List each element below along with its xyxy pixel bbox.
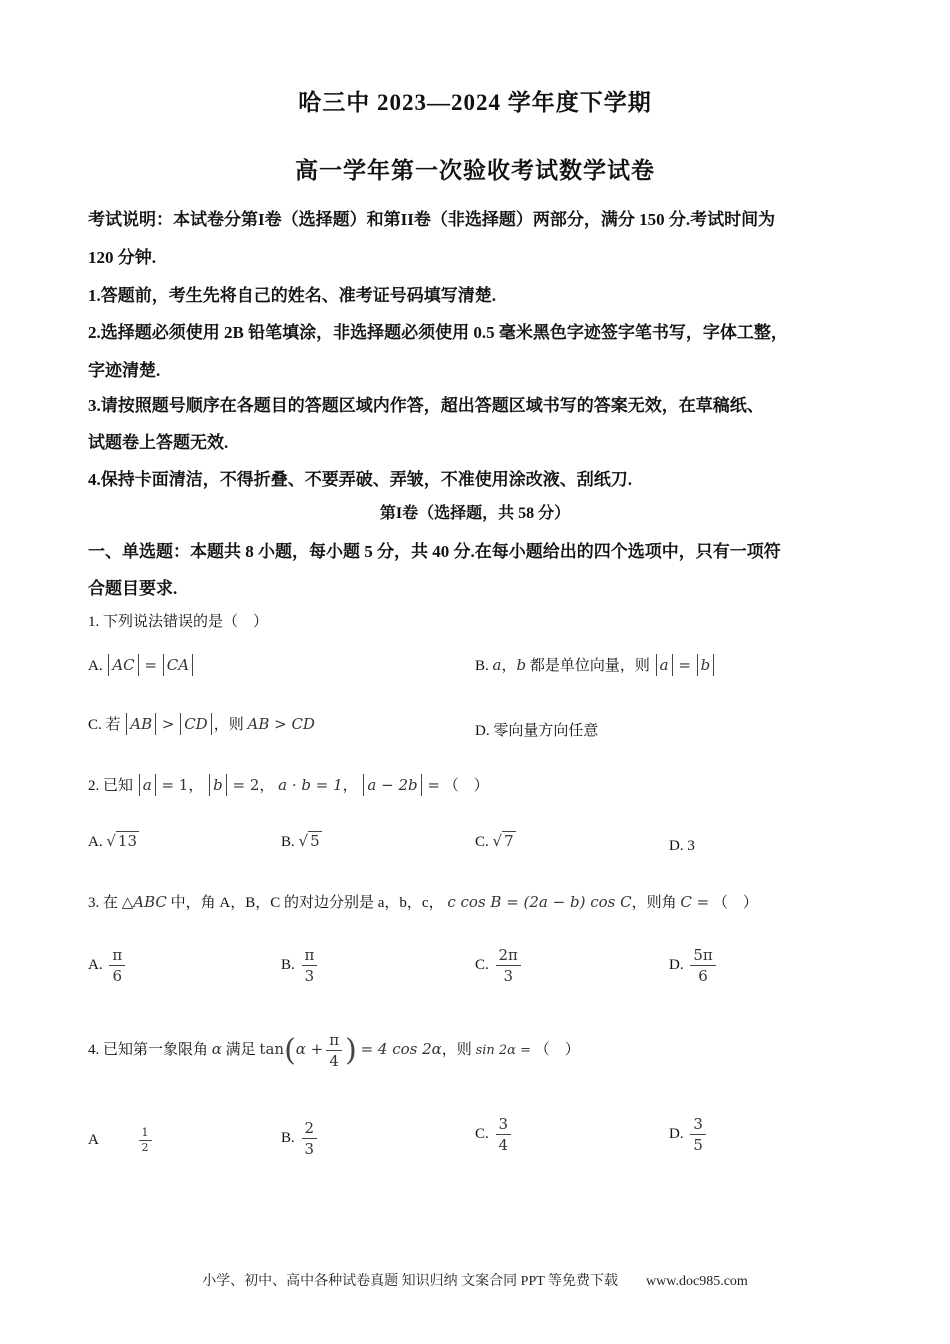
instruction-item-2a: 2.选择题必须使用 2B 铅笔填涂，非选择题必须使用 0.5 毫米黑色字迹签字笔书写，字体工整， [88, 323, 788, 342]
instruction-item-3b: 试题卷上答题无效. [88, 433, 229, 452]
q2-option-c [475, 832, 516, 851]
page-footer: 小学、初中、高中各种试卷真题 知识归纳 文案合同 PPT 等免费下载 www.doc985.com [202, 1274, 748, 1289]
q4-d-num: 3 [690, 1114, 706, 1135]
q3-tail: ，则角 [631, 895, 677, 911]
q1-stem: 1. 下列说法错误的是（ ） [88, 614, 269, 630]
q2-blank: （ ） [443, 778, 489, 794]
q3-option-d [669, 945, 719, 986]
q2-b-sqrt: √ 5 [298, 832, 320, 850]
q1-a-left-abs: AC [108, 654, 138, 676]
q3-c-num: 2π [496, 945, 521, 966]
q2-a-val: = 1 [161, 776, 189, 794]
q1-b-vec-b: b [516, 656, 527, 674]
q1-b-abs-b: b [697, 654, 715, 676]
q3-b-label: B. [281, 956, 295, 973]
q1-b-label: B. [475, 658, 489, 674]
q4-a-den: 2 [141, 1141, 149, 1154]
instruction-item-1: 1.答题前，考生先将自己的姓名、准考证号码填写清楚. [88, 286, 496, 305]
q2-a-radicand: 13 [117, 832, 137, 850]
q2-b-label: B. [281, 834, 295, 850]
q3-b-fraction [302, 945, 318, 986]
q3-d-label: D. [669, 956, 684, 973]
q3-equation: c cos B = (2a − b) cos C [447, 893, 632, 911]
q4-rparen: ) [345, 1033, 357, 1068]
q2-abs-b: b [209, 774, 227, 796]
instruction-item-2b: 字迹清楚. [88, 361, 161, 380]
q1-a-label: A. [88, 658, 103, 674]
instructions-line2: 120 分钟. [88, 248, 156, 267]
q2-comma3: ， [342, 778, 358, 794]
q4-a-fraction [139, 1126, 152, 1155]
q4-d-fraction [690, 1114, 706, 1155]
q1-b-eq: = [678, 656, 691, 674]
q4-b-num: 2 [302, 1118, 318, 1139]
q2-eq: = [427, 776, 440, 794]
q4-a-label: A [88, 1131, 99, 1148]
section-heading-b: 合题目要求. [88, 579, 178, 598]
q3-option-c [475, 945, 524, 986]
q2-abs-expr: a − 2b [363, 774, 421, 796]
q4-c-den: 4 [498, 1136, 509, 1154]
q1-c-conclusion: AB > CD [247, 715, 315, 733]
q4-b-den: 3 [304, 1140, 315, 1158]
q2-b-radicand: 5 [310, 832, 320, 850]
q4-pi-over-4 [326, 1030, 342, 1071]
q4-d-den: 5 [693, 1136, 703, 1154]
instruction-item-3a: 3.请按照题号顺序在各题目的答题区域内作答，超出答题区域书写的答案无效，在草稿纸、 [88, 396, 764, 415]
q1-c-gt: > [161, 715, 175, 733]
q2-prefix: 2. 已知 [88, 778, 134, 794]
q3-c-fraction [496, 945, 521, 986]
q3-blank: （ ） [712, 895, 758, 911]
q4-inner-alpha: α + [295, 1039, 324, 1058]
q2-a-label: A. [88, 834, 103, 850]
q4-four: 4 [329, 1052, 339, 1070]
q4-alpha: α [211, 1039, 222, 1058]
q3-b-num: π [302, 945, 318, 966]
q2-c-label: C. [475, 834, 489, 850]
q4-option-d [669, 1114, 709, 1155]
q2-c-radicand: 7 [504, 832, 514, 850]
q4-tan: tan [259, 1039, 285, 1058]
q4-sin: sin 2α = [475, 1042, 531, 1058]
q1-option-b [475, 654, 716, 676]
exam-title-line2: 高一学年第一次验收考试数学试卷 [295, 158, 655, 183]
q4-option-a [88, 1126, 155, 1155]
q2-comma2: ， [259, 778, 275, 794]
q4-option-c [475, 1114, 514, 1155]
q3-a-num: π [109, 945, 125, 966]
q4-a-num: 1 [139, 1126, 152, 1141]
part1-heading: 第I卷（选择题，共 58 分） [379, 505, 571, 522]
q1-option-a [88, 654, 195, 676]
q2-dot-product: a · b = 1 [278, 776, 343, 794]
q1-c-left-abs: AB [126, 713, 156, 735]
q1-option-c [88, 713, 315, 735]
q2-c-sqrt: √ 7 [492, 832, 514, 850]
q3-a-label: A. [88, 956, 103, 973]
instruction-item-4: 4.保持卡面清洁，不得折叠、不要弄破、弄皱，不准使用涂改液、刮纸刀. [88, 470, 632, 489]
q1-a-right-abs: CA [163, 654, 193, 676]
q3-b-den: 3 [304, 967, 315, 985]
q4-pi: π [326, 1030, 342, 1051]
q4-blank: （ ） [534, 1041, 580, 1058]
q4-b-fraction [302, 1118, 318, 1159]
q4-c-num: 3 [496, 1114, 512, 1135]
q2-option-a [88, 832, 139, 851]
q1-b-text: 都是单位向量，则 [526, 658, 650, 674]
q1-c-label: C. 若 [88, 717, 121, 733]
exam-title-line1: 哈三中 2023—2024 学年度下学期 [298, 90, 652, 115]
q3-prefix: 3. 在 [88, 895, 119, 911]
q3-stem [88, 891, 758, 912]
q1-c-then: ，则 [213, 717, 244, 733]
q4-prefix: 4. 已知第一象限角 [88, 1041, 209, 1058]
q4-lparen: ( [284, 1033, 296, 1068]
instructions-line1: 考试说明：本试卷分第I卷（选择题）和第II卷（非选择题）两部分，满分 150 分.考试时间为 [88, 210, 776, 229]
q2-stem [88, 774, 489, 796]
q4-stem [88, 1030, 580, 1071]
q3-a-fraction [109, 945, 125, 986]
q1-c-right-abs: CD [180, 713, 212, 735]
q4-then: ，则 [441, 1041, 472, 1058]
q2-comma1: ， [188, 778, 204, 794]
q3-d-den: 6 [698, 967, 708, 985]
q2-option-d: D. 3 [669, 838, 695, 854]
q3-a-den: 6 [112, 967, 123, 985]
q3-angle-c: C = [680, 893, 710, 911]
q3-option-a [88, 945, 128, 986]
q2-a-sqrt: √ 13 [106, 832, 137, 850]
q3-option-b [281, 945, 320, 986]
q3-c-den: 3 [503, 967, 513, 985]
q3-d-num: 5π [690, 945, 715, 966]
q1-b-vec-a: a [492, 656, 502, 674]
q4-c-label: C. [475, 1125, 489, 1142]
q2-b-val: = 2 [232, 776, 260, 794]
q3-d-fraction [690, 945, 715, 986]
q1-b-sep: ， [501, 658, 517, 674]
section-heading-a: 一、单选题：本题共 8 小题，每小题 5 分，共 40 分.在每小题给出的四个选项中，只有一项符 [88, 542, 781, 561]
q2-abs-a: a [139, 774, 156, 796]
q3-mid: 中，角 A，B，C 的对边分别是 a，b，c， [166, 895, 444, 911]
q4-c-fraction [496, 1114, 512, 1155]
q1-a-eq: = [144, 656, 157, 674]
q3-c-label: C. [475, 956, 489, 973]
q4-rhs: = 4 cos 2α [360, 1039, 442, 1058]
q1-option-d: D. 零向量方向任意 [475, 723, 599, 739]
q4-d-label: D. [669, 1125, 684, 1142]
q4-satisfy: 满足 [221, 1041, 256, 1058]
q4-option-b [281, 1118, 320, 1159]
q1-b-abs-a: a [656, 654, 673, 676]
q2-option-b [281, 832, 322, 851]
q4-b-label: B. [281, 1129, 295, 1146]
q3-triangle: △ABC [121, 893, 167, 911]
